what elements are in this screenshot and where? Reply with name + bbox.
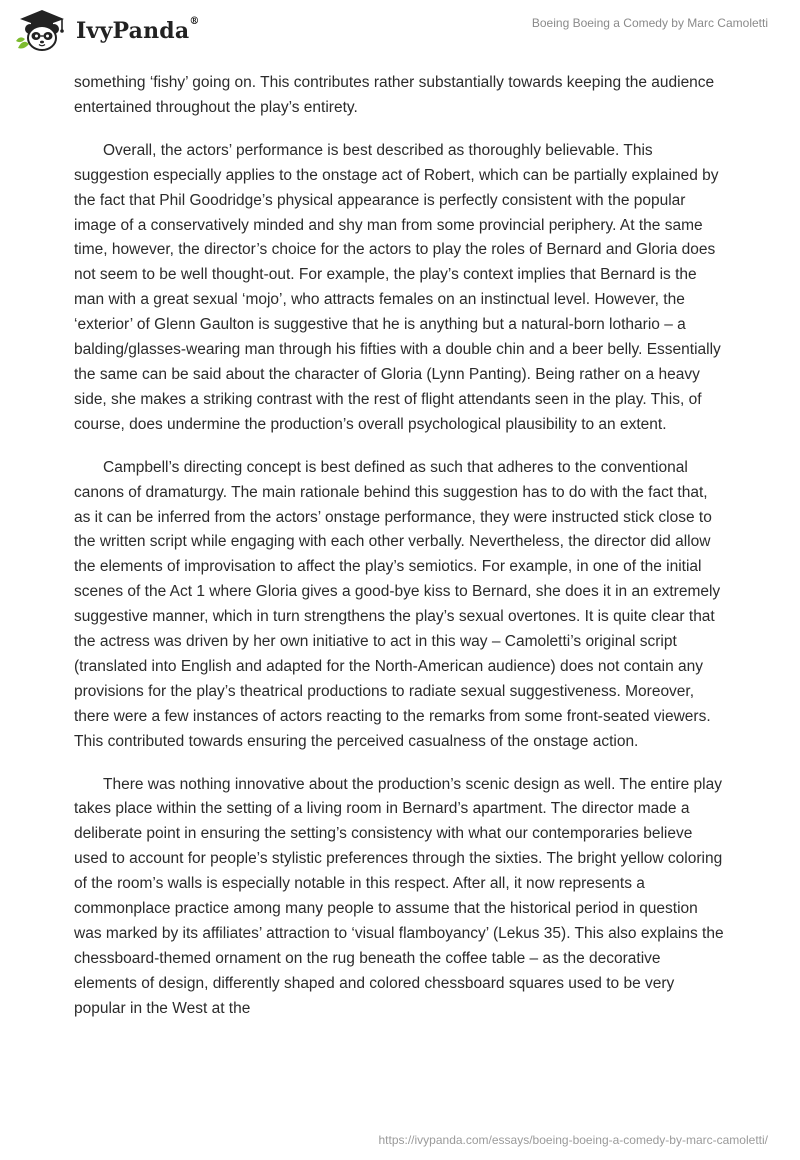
brand-name-text: IvyPanda [76, 18, 190, 44]
panda-graduate-icon [14, 8, 70, 54]
paragraph: There was nothing innovative about the production’s scenic design as well. The entire play takes place within the setting of a living room in Bernard’s apartment. The director made a deliberate point in ensuring the setting’s consistency with what our contemporaries believe used to account for people’s stylistic preferences through the sixties. The bright yellow coloring of the room’s walls is especially notable in this respect. After all, it now represents a commonplace practice among many people to assume that the historical period in question was marked by its affiliates’ attraction to ‘visual flamboyancy’ (Lekus 35). This also explains the chessboard-themed ornament on the rug beneath the coffee table – as the decorative elements of design, differently shaped and colored chessboard squares used to be very popular in the West at the [74, 775, 724, 1017]
essay-body [74, 71, 724, 1022]
brand-name [76, 18, 200, 44]
source-url[interactable]: https://ivypanda.com/essays/boeing-boeing-a-comedy-by-marc-camoletti/ [378, 1133, 768, 1147]
ivypanda-logo[interactable] [14, 8, 200, 54]
paragraph-continuation: something ‘fishy’ going on. This contributes rather substantially towards keeping the audience entertained throughout the play’s entirety. [74, 74, 715, 116]
registered-mark: ® [189, 16, 200, 27]
document-title: Boeing Boeing a Comedy by Marc Camoletti [531, 16, 768, 30]
paragraph: Overall, the actors’ performance is best described as thoroughly believable. This suggestion especially applies to the onstage act of Robert, which can be partially explained by the fact that Phil Goodridge’s physical appearance is perfectly consistent with the popular image of a conservatively minded and shy man from some provincial periphery. At the same time, however, the director’s choice for the actors to play the roles of Bernard and Gloria does not seem to be well thought-out. For example, the play’s context implies that Bernard is the man with a great sexual ‘mojo’, who attracts females on an instinctual level. However, the ‘exterior’ of Glenn Gaulton is suggestive that he is anything but a natural-born lothario – a balding/glasses-wearing man through his fifties with a double chin and a beer belly. Essentially the same can be said about the character of Gloria (Lynn Panting). Being rather on a heavy side, she makes a striking contrast with the rest of flight attendants seen in the play. This, of course, does undermine the production’s overall psychological plausibility to an extent. [74, 141, 721, 433]
paragraph: Campbell’s directing concept is best defined as such that adheres to the conventional canons of dramaturgy. The main rationale behind this suggestion has to do with the fact that, as it can be inferred from the actors’ onstage performance, they were instructed stick close to the written script while engaging with each other verbally. Nevertheless, the director did allow the elements of improvisation to affect the play’s semiotics. For example, in one of the initial scenes of the Act 1 where Gloria gives a good-bye kiss to Bernard, she does it in an extremely suggestive manner, which in turn strengthens the play’s sexual overtones. It is quite clear that the actress was driven by her own initiative to act in this way – Camoletti’s original script (translated into English and adapted for the North-American audience) does not contain any provisions for the play’s theatrical productions to radiate sexual suggestiveness. Moreover, there were a few instances of actors reacting to the remarks from some front-seated viewers. This contributed towards ensuring the perceived casualness of the onstage action. [74, 458, 721, 750]
page-header [0, 0, 800, 62]
